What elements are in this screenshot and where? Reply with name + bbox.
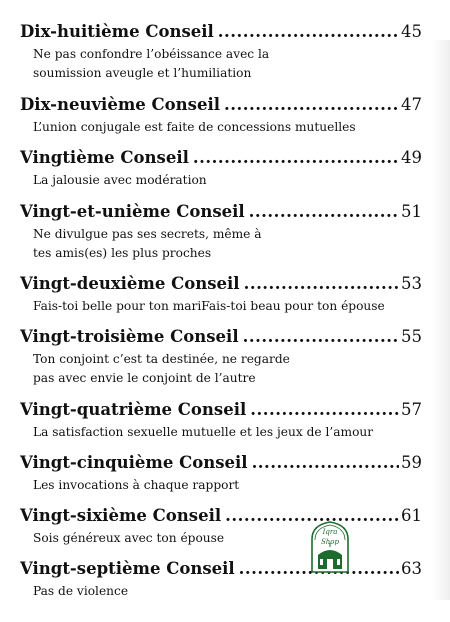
toc-entry-description <box>33 350 422 388</box>
description-line: La satisfaction sexuelle mutuelle et les jeux de l’amour <box>33 425 374 439</box>
toc-entry <box>20 327 422 388</box>
dot-leader <box>252 453 399 473</box>
toc-entry <box>20 202 422 263</box>
toc-entry-page-number: 51 <box>401 202 422 221</box>
toc-entry-page-number: 57 <box>401 400 422 419</box>
description-line: tes amis(es) les plus proches <box>33 246 212 260</box>
toc-entry-title: Vingt-et-unième Conseil <box>20 202 245 221</box>
toc-entry-description <box>33 529 422 548</box>
toc-entry-description <box>33 225 422 263</box>
dot-leader <box>244 274 399 294</box>
toc-entry-heading <box>20 22 422 42</box>
description-line: Les invocations à chaque rapport <box>33 478 240 492</box>
toc-entry-title: Vingt-deuxième Conseil <box>20 274 240 293</box>
toc-entry-title: Vingt-troisième Conseil <box>20 327 239 346</box>
toc-entry <box>20 22 422 83</box>
toc-entry-title: Vingt-septième Conseil <box>20 559 235 578</box>
watermark-top-text: Iqra <box>322 528 338 536</box>
toc-entry-title: Vingt-sixième Conseil <box>20 506 222 525</box>
toc-entry-title: Dix-neuvième Conseil <box>20 95 220 114</box>
shop-watermark-badge <box>308 519 352 575</box>
description-line: pas avec envie le conjoint de l’autre <box>33 371 256 385</box>
toc-entry-description <box>33 476 422 495</box>
toc-entry-description <box>33 118 422 137</box>
description-line: Pas de violence <box>33 584 129 598</box>
dot-leader <box>218 22 399 42</box>
toc-entry-heading <box>20 274 422 294</box>
toc-entry-description <box>33 423 422 442</box>
description-line: Fais-toi belle pour ton mariFais-toi beau pour ton épouse <box>33 299 385 313</box>
toc-entry <box>20 559 422 601</box>
toc-entry-heading <box>20 95 422 115</box>
description-line: Ne divulgue pas ses secrets, même à <box>33 227 262 241</box>
toc-entry <box>20 400 422 442</box>
toc-entry-heading <box>20 148 422 168</box>
description-line: L’union conjugale est faite de concessions mutuelles <box>33 120 356 134</box>
description-line: Sois généreux avec ton épouse <box>33 531 225 545</box>
toc-entry-heading <box>20 453 422 473</box>
toc-entry-heading <box>20 202 422 222</box>
toc-entry-description <box>33 297 422 316</box>
toc-entry-title: Vingt-quatrième Conseil <box>20 400 247 419</box>
toc-entry-page-number: 61 <box>401 506 422 525</box>
toc-entry-heading <box>20 327 422 347</box>
description-line: Ne pas confondre l’obéissance avec la <box>33 47 270 61</box>
toc-entry-heading <box>20 559 422 579</box>
toc-entry-description <box>33 171 422 190</box>
dot-leader <box>193 148 399 168</box>
toc-entry-page-number: 45 <box>401 22 422 41</box>
toc-entry-title: Dix-huitième Conseil <box>20 22 214 41</box>
toc-entry <box>20 95 422 137</box>
toc-entry-page-number: 63 <box>401 559 422 578</box>
toc-entry-description <box>33 582 422 601</box>
dot-leader <box>250 400 399 420</box>
toc-entry-heading <box>20 400 422 420</box>
toc-entry-heading <box>20 506 422 526</box>
toc-entry <box>20 148 422 190</box>
description-line: Ton conjoint c’est ta destinée, ne regarde <box>33 352 290 366</box>
toc-entry-page-number: 47 <box>401 95 422 114</box>
watermark-bottom-text: Shop <box>321 538 339 546</box>
dot-leader <box>249 202 399 222</box>
toc-entry-title: Vingtième Conseil <box>20 148 189 167</box>
toc-entry-page-number: 49 <box>401 148 422 167</box>
toc-entry-page-number: 55 <box>401 327 422 346</box>
description-line: soumission aveugle et l’humiliation <box>33 66 252 80</box>
toc-entry-page-number: 53 <box>401 274 422 293</box>
toc-entry-title: Vingt-cinquième Conseil <box>20 453 248 472</box>
toc-entry <box>20 506 422 548</box>
toc-entry-description <box>33 45 422 83</box>
toc-entry-page-number: 59 <box>401 453 422 472</box>
toc-entry <box>20 274 422 316</box>
description-line: La jalousie avec modération <box>33 173 207 187</box>
bleed-through-strip <box>432 40 450 600</box>
dot-leader <box>224 95 399 115</box>
dot-leader <box>243 327 399 347</box>
toc-entry <box>20 453 422 495</box>
